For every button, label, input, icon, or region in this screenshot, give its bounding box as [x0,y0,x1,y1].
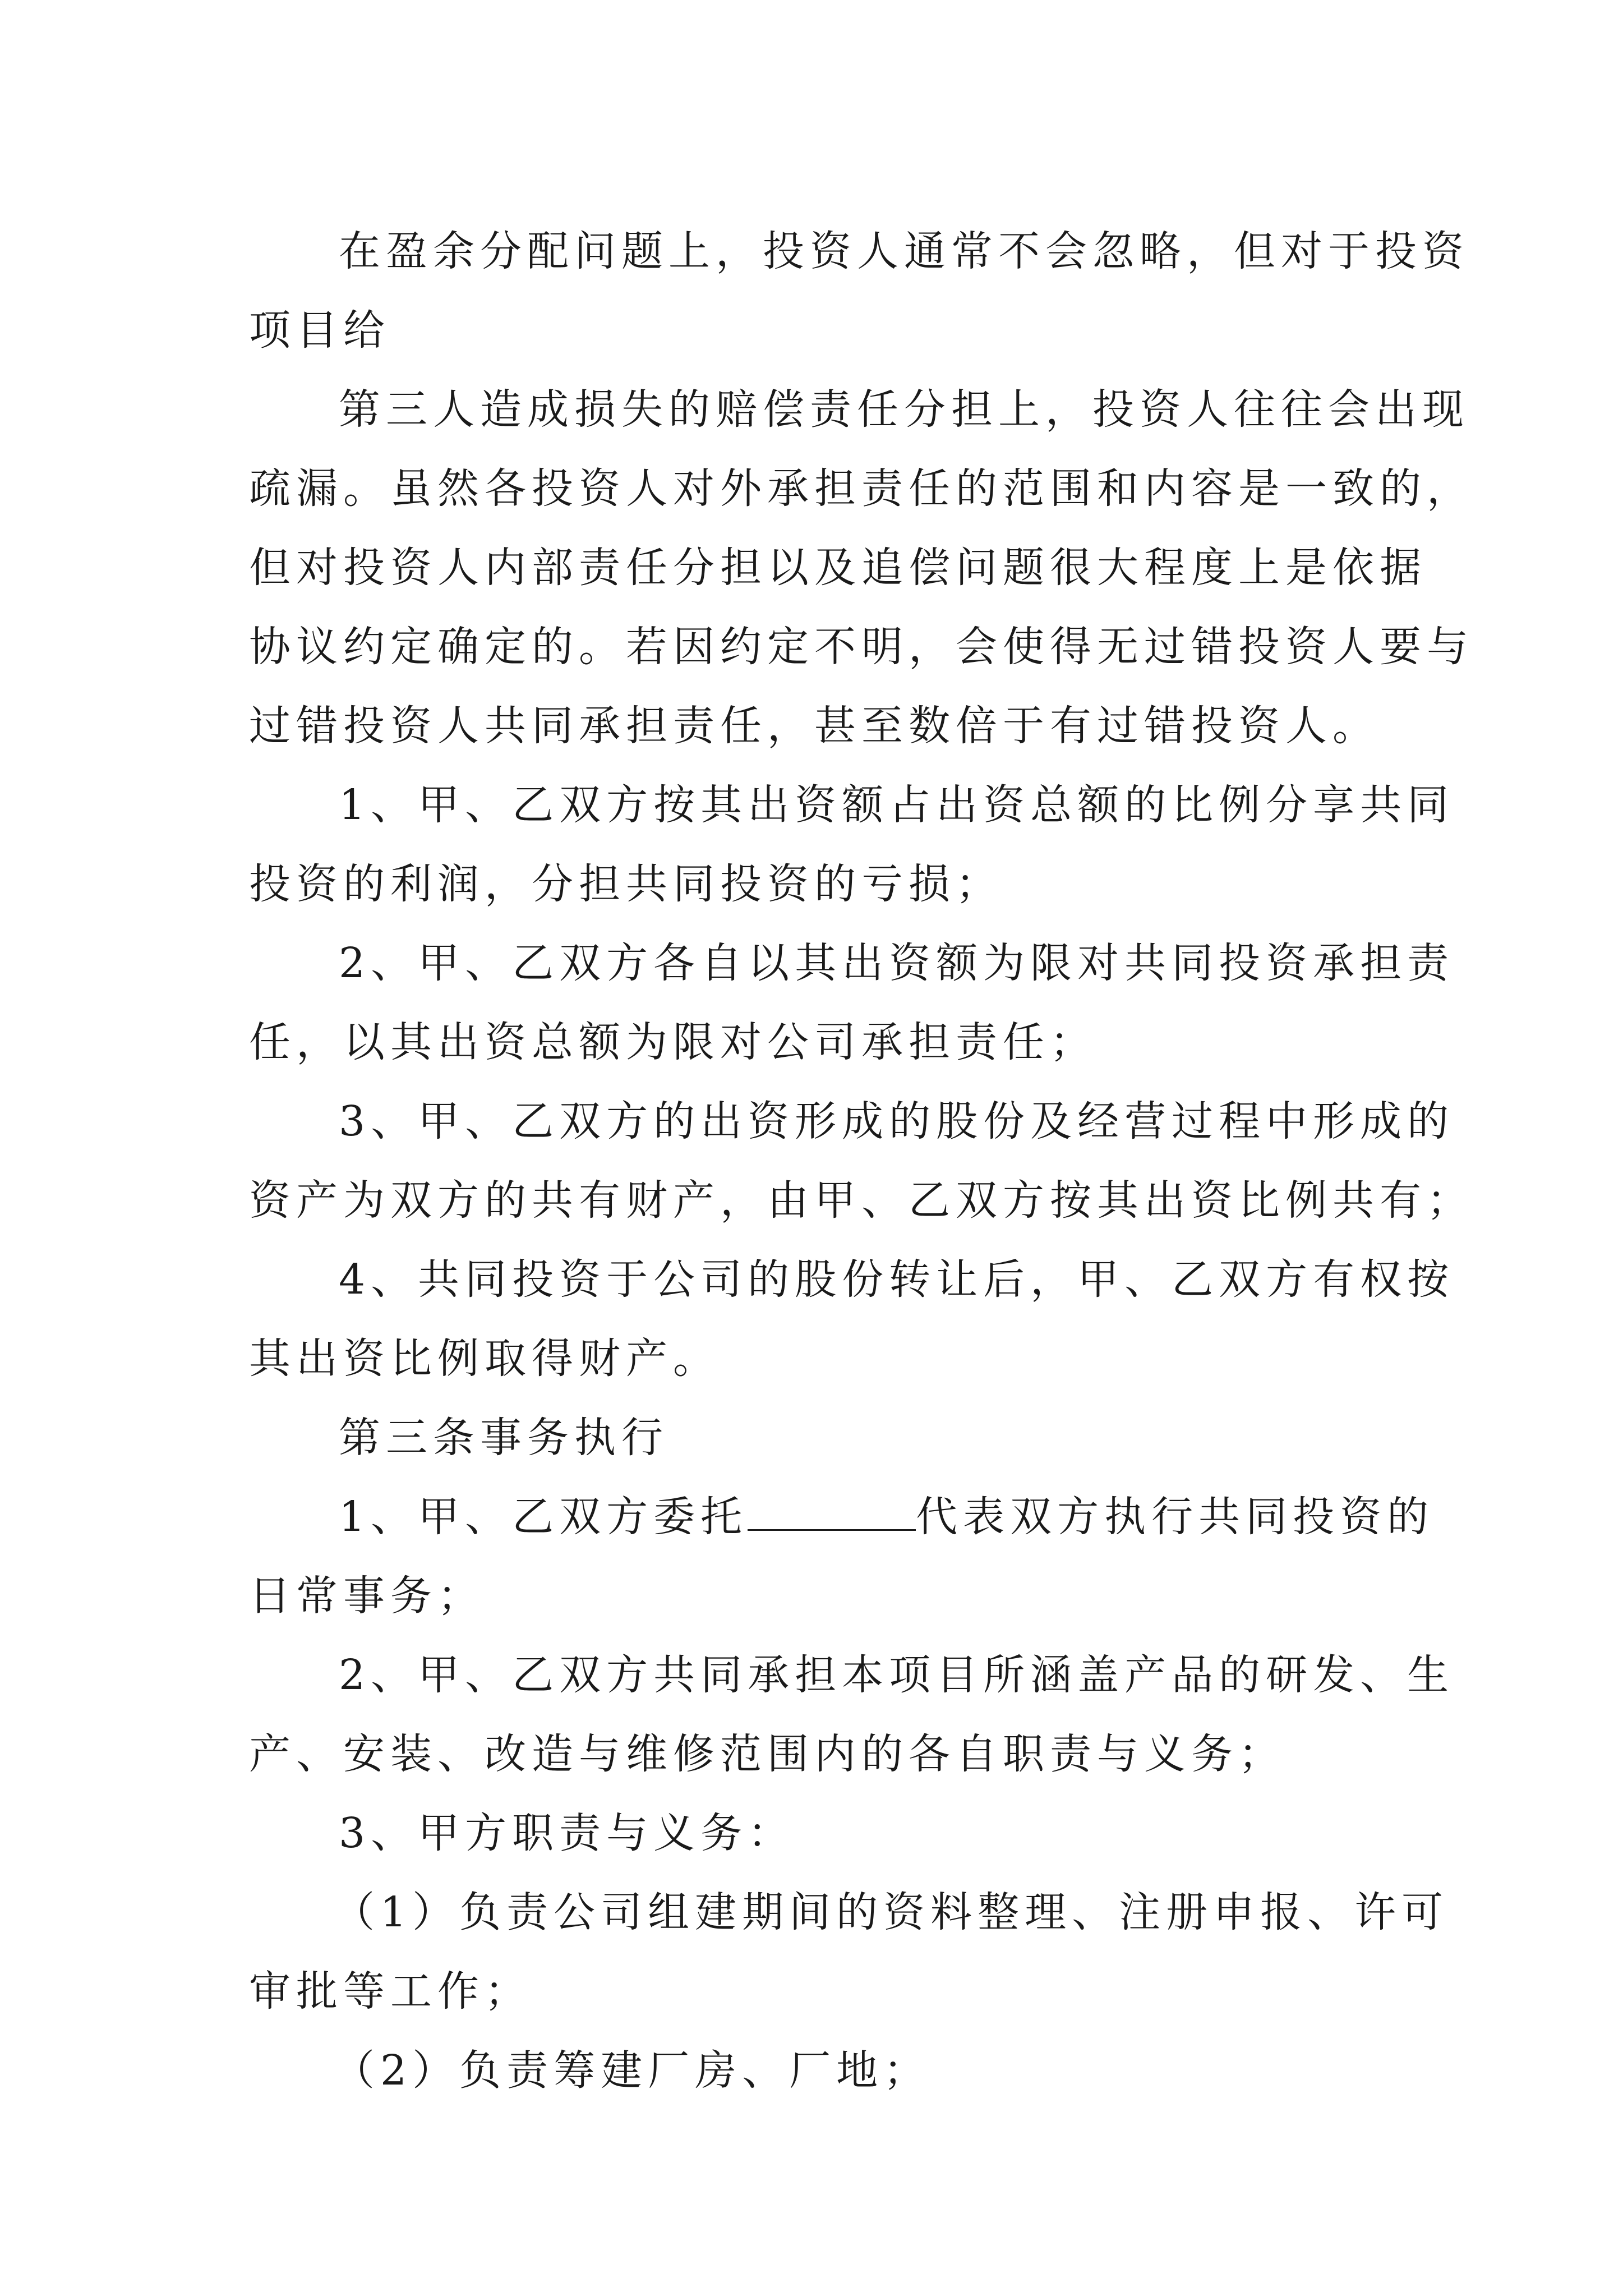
sub-clause-line: （1）负责公司组建期间的资料整理、注册申报、许可 [333,1888,1449,1936]
clause-line: 3、甲方职责与义务： [339,1809,795,1857]
paragraph-line: 但对投资人内部责任分担以及追偿问题很大程度上是依据 [249,544,1427,592]
clause-line: 2、甲、乙双方共同承担本项目所涵盖产品的研发、生 [339,1651,1455,1699]
clause-line: 投资的利润，分担共同投资的亏损； [249,860,1003,908]
paragraph-line: 第三人造成损失的赔偿责任分担上，投资人往往会出现 [339,385,1469,434]
fill-in-blank [748,1496,916,1531]
delegate-clause-before: 1、甲、乙双方委托 [339,1493,748,1541]
clause-line: 资产为双方的共有财产，由甲、乙双方按其出资比例共有； [249,1176,1474,1225]
clause-line: 4、共同投资于公司的股份转让后，甲、乙双方有权按 [339,1255,1455,1304]
clause-line: 1、甲、乙双方按其出资额占出资总额的比例分享共同 [339,781,1455,829]
paragraph-line: 项目给 [249,306,390,355]
delegate-clause-line [249,1478,1435,1557]
clause-line: 产、安装、改造与维修范围内的各自职责与义务； [249,1730,1285,1778]
clause-line: 3、甲、乙双方的出资形成的股份及经营过程中形成的 [339,1097,1455,1145]
paragraph-line: 在盈余分配问题上，投资人通常不会忽略，但对于投资 [339,227,1469,275]
clause-line: 日常事务； [249,1572,485,1620]
document-body [249,212,1474,2110]
paragraph-line: 协议约定确定的。若因约定不明，会使得无过错投资人要与 [249,623,1474,671]
clause-line: 任，以其出资总额为限对公司承担责任； [249,1018,1097,1066]
clause-line: 2、甲、乙双方各自以其出资额为限对共同投资承担责 [339,939,1455,987]
paragraph-line: 过错投资人共同承担责任，甚至数倍于有过错投资人。 [249,702,1380,750]
section-heading: 第三条事务执行 [339,1414,668,1462]
paragraph-line: 疏漏。虽然各投资人对外承担责任的范围和内容是一致的， [249,464,1474,513]
sub-clause-line: 审批等工作； [249,1967,532,2016]
delegate-clause-after: 代表双方执行共同投资的 [916,1493,1435,1541]
clause-line: 其出资比例取得财产。 [249,1335,720,1383]
sub-clause-line: （2）负责筹建厂房、厂地； [333,2046,931,2095]
